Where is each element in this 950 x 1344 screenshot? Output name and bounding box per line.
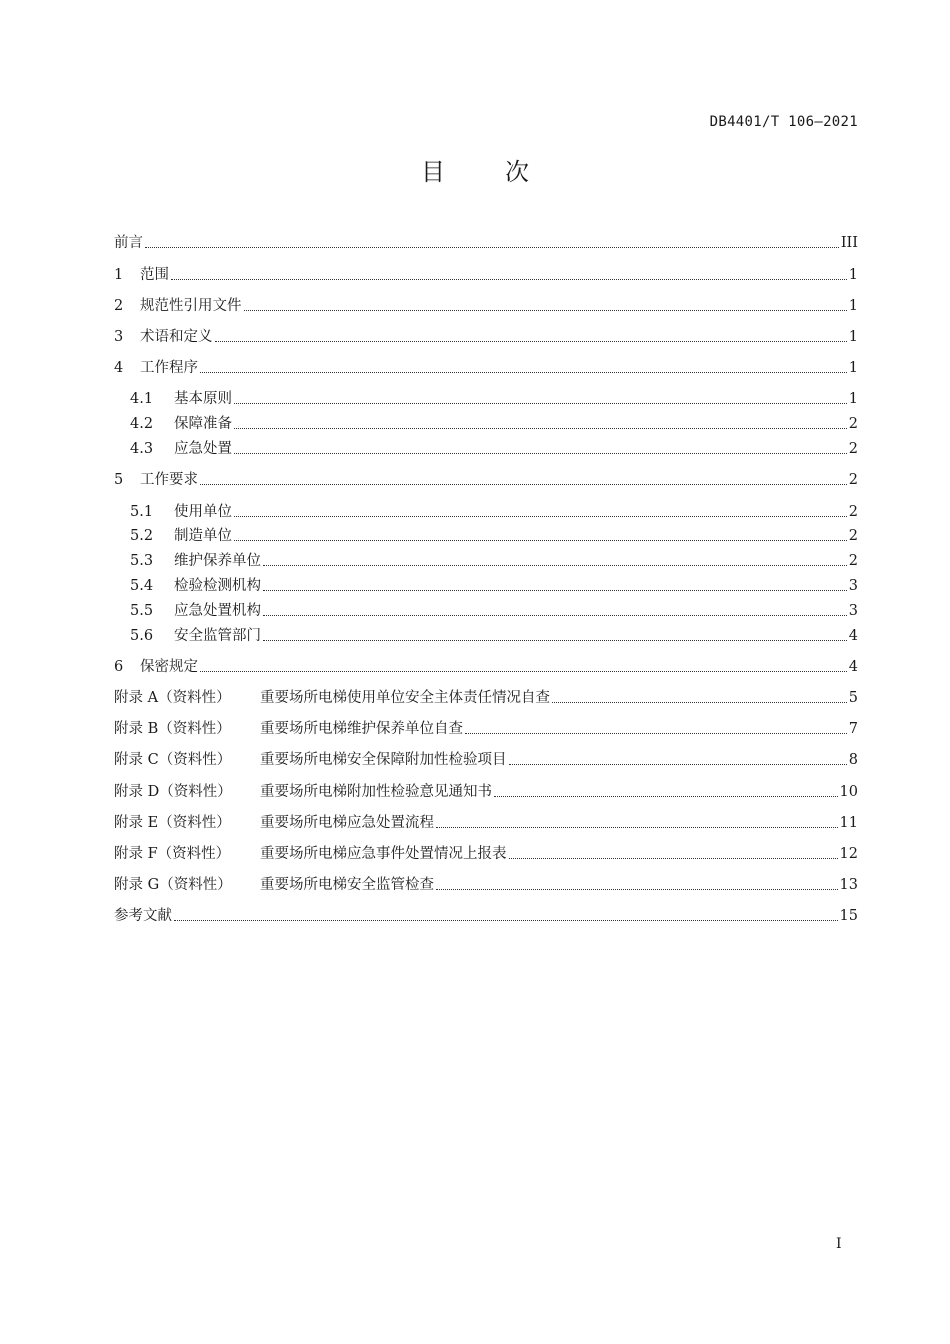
toc-number: 5.4 <box>130 578 154 594</box>
leader-dots <box>465 733 847 734</box>
toc-page: 8 <box>848 752 858 768</box>
toc-label: 工作程序 <box>140 360 198 376</box>
toc-label: 保密规定 <box>140 659 198 675</box>
toc-label: 前言 <box>114 235 143 251</box>
toc-entry-4-2[interactable] <box>130 413 858 435</box>
toc-label: 应急处置机构 <box>174 603 261 619</box>
toc-entry-6[interactable] <box>114 656 858 678</box>
toc-page: 1 <box>848 391 858 407</box>
toc-entry-4-3[interactable] <box>130 438 858 460</box>
toc-entry-appendix-e[interactable] <box>114 812 858 834</box>
leader-dots <box>145 247 839 248</box>
toc-label: 重要场所电梯应急事件处置情况上报表 <box>260 846 507 862</box>
toc-page: 2 <box>848 528 858 544</box>
toc-page: 3 <box>848 603 858 619</box>
toc-page: 15 <box>839 908 858 924</box>
toc-number: 5.2 <box>130 528 154 544</box>
toc-entry-appendix-b[interactable] <box>114 718 858 740</box>
toc-entry-1[interactable] <box>114 264 858 286</box>
leader-dots <box>234 403 847 404</box>
toc-label: 术语和定义 <box>140 329 213 345</box>
toc-number: 4 <box>114 360 124 376</box>
toc-appendix-prefix: 附录 E（资料性） <box>114 815 231 831</box>
leader-dots <box>244 310 847 311</box>
toc-appendix-prefix: 附录 F（资料性） <box>114 846 231 862</box>
toc-number: 5.3 <box>130 553 154 569</box>
toc-label: 范围 <box>140 267 169 283</box>
toc-page: 1 <box>848 298 858 314</box>
toc-number: 4.3 <box>130 441 154 457</box>
toc-page: 12 <box>839 846 858 862</box>
toc-page: 1 <box>848 360 858 376</box>
toc-appendix-prefix: 附录 A（资料性） <box>114 690 231 706</box>
toc-page: 10 <box>839 784 858 800</box>
toc-page: 1 <box>848 329 858 345</box>
page-title <box>0 152 950 187</box>
toc-page: 2 <box>848 441 858 457</box>
toc-page: 5 <box>848 690 858 706</box>
leader-dots <box>171 279 847 280</box>
toc-entry-5-5[interactable] <box>130 600 858 622</box>
leader-dots <box>200 484 847 485</box>
toc-number: 5 <box>114 472 124 488</box>
title-char-1: 目 <box>421 158 445 186</box>
toc-entry-preface[interactable] <box>114 232 858 254</box>
toc-label: 应急处置 <box>174 441 232 457</box>
toc-entry-appendix-a[interactable] <box>114 687 858 709</box>
title-char-2: 次 <box>505 158 529 186</box>
toc-label: 重要场所电梯应急处置流程 <box>260 815 434 831</box>
leader-dots <box>509 764 847 765</box>
toc-page: 13 <box>839 877 858 893</box>
leader-dots <box>263 640 847 641</box>
toc-page: 1 <box>848 267 858 283</box>
toc-label: 基本原则 <box>174 391 232 407</box>
leader-dots <box>263 615 847 616</box>
toc-entry-5[interactable] <box>114 469 858 491</box>
toc-page: 2 <box>848 416 858 432</box>
toc-entry-2[interactable] <box>114 295 858 317</box>
toc-number: 5.1 <box>130 504 154 520</box>
toc-page: 2 <box>848 504 858 520</box>
toc-entry-4-1[interactable] <box>130 388 858 410</box>
toc-label: 重要场所电梯安全保障附加性检验项目 <box>260 752 507 768</box>
toc-label: 参考文献 <box>114 908 172 924</box>
toc-label: 保障准备 <box>174 416 232 432</box>
leader-dots <box>263 565 847 566</box>
toc-label: 安全监管部门 <box>174 628 261 644</box>
leader-dots <box>200 671 847 672</box>
leader-dots <box>234 428 847 429</box>
toc-entry-appendix-d[interactable] <box>114 781 858 803</box>
toc-page: 11 <box>839 815 858 831</box>
toc-entry-5-4[interactable] <box>130 575 858 597</box>
leader-dots <box>234 516 847 517</box>
toc-label: 重要场所电梯使用单位安全主体责任情况自查 <box>260 690 550 706</box>
toc-entry-appendix-c[interactable] <box>114 749 858 771</box>
toc-appendix-prefix: 附录 B（资料性） <box>114 721 231 737</box>
toc-number: 5.5 <box>130 603 154 619</box>
leader-dots <box>509 858 838 859</box>
toc-entry-5-1[interactable] <box>130 501 858 523</box>
leader-dots <box>263 590 847 591</box>
toc-entry-5-3[interactable] <box>130 550 858 572</box>
toc-number: 1 <box>114 267 124 283</box>
leader-dots <box>494 796 838 797</box>
toc-entry-references[interactable] <box>114 905 858 927</box>
toc-page: 2 <box>848 553 858 569</box>
toc-label: 维护保养单位 <box>174 553 261 569</box>
toc-number: 4.1 <box>130 391 154 407</box>
toc-entry-5-6[interactable] <box>130 625 858 647</box>
toc-label: 重要场所电梯维护保养单位自查 <box>260 721 463 737</box>
toc-label: 工作要求 <box>140 472 198 488</box>
toc-label: 规范性引用文件 <box>140 298 242 314</box>
leader-dots <box>215 341 847 342</box>
page-number: I <box>836 1236 842 1252</box>
toc-page: 7 <box>848 721 858 737</box>
toc-entry-4[interactable] <box>114 357 858 379</box>
leader-dots <box>200 372 847 373</box>
toc-number: 6 <box>114 659 124 675</box>
leader-dots <box>552 702 847 703</box>
toc-entry-3[interactable] <box>114 326 858 348</box>
toc-appendix-prefix: 附录 G（资料性） <box>114 877 232 893</box>
toc-page: 2 <box>848 472 858 488</box>
toc-page: III <box>840 235 858 251</box>
toc-number: 5.6 <box>130 628 154 644</box>
leader-dots <box>436 889 838 890</box>
toc-number: 2 <box>114 298 124 314</box>
toc-page: 3 <box>848 578 858 594</box>
toc-label: 重要场所电梯附加性检验意见通知书 <box>260 784 492 800</box>
leader-dots <box>234 453 847 454</box>
toc-entry-5-2[interactable] <box>130 525 858 547</box>
toc-page: 4 <box>848 628 858 644</box>
toc-number: 4.2 <box>130 416 154 432</box>
toc-entry-appendix-f[interactable] <box>114 843 858 865</box>
toc-appendix-prefix: 附录 D（资料性） <box>114 784 232 800</box>
toc-appendix-prefix: 附录 C（资料性） <box>114 752 232 768</box>
toc-label: 制造单位 <box>174 528 232 544</box>
leader-dots <box>174 920 838 921</box>
toc-entry-appendix-g[interactable] <box>114 874 858 896</box>
toc-label: 检验检测机构 <box>174 578 261 594</box>
toc-label: 重要场所电梯安全监管检查 <box>260 877 434 893</box>
leader-dots <box>234 540 847 541</box>
document-code: DB4401/T 106—2021 <box>709 114 858 130</box>
toc-label: 使用单位 <box>174 504 232 520</box>
toc-page: 4 <box>848 659 858 675</box>
toc-number: 3 <box>114 329 124 345</box>
leader-dots <box>436 827 838 828</box>
